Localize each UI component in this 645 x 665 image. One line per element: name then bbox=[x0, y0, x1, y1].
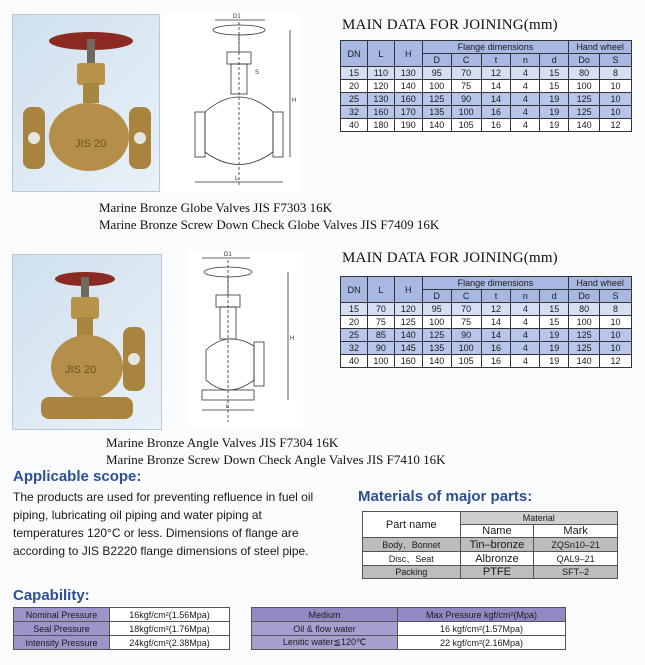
photo-label: JIS 20 bbox=[65, 364, 97, 376]
hand-wheel-header: Hand wheel bbox=[569, 41, 632, 54]
section1-caption-line2: Marine Bronze Screw Down Check Globe Valves JIS F7409 16K bbox=[99, 217, 440, 232]
flange-header: Flange dimensions bbox=[422, 41, 568, 54]
section1-caption bbox=[99, 199, 439, 233]
section2-caption-line2: Marine Bronze Screw Down Check Angle Valves JIS F7410 16K bbox=[106, 452, 446, 467]
section2-caption-line1: Marine Bronze Angle Valves JIS F7304 16K bbox=[106, 435, 339, 450]
dn-header: DN bbox=[341, 41, 368, 67]
mark-header: Mark bbox=[534, 525, 618, 538]
capability-pressure-table: Nominal Pressure 16kgf/cm²(1.56Mpa) Seal Pressure 18kgf/cm²(1.76Mpa) Intensity Pressure 24kgf/cm²(2.38Mpa) bbox=[13, 607, 230, 650]
scope-text: The products are used for preventing refluence in fuel oil piping, lubricating oil piping and water piping at temperatures 120°C or less. Dimensions of flange are according to JIS B2220 flange dimensions of steel pipe. bbox=[13, 490, 314, 558]
globe-valve-illustration bbox=[13, 15, 160, 192]
section2-title: MAIN DATA FOR JOINING(mm) bbox=[342, 250, 558, 266]
svg-text:S: S bbox=[255, 70, 260, 76]
table-row: 15 70 120 95 70 12 4 15 80 8 bbox=[341, 303, 632, 316]
table-row: 32 90 145 135 100 16 4 19 125 10 bbox=[341, 342, 632, 355]
capability-medium-table: Medium Max Pressure kgf/cm²(Mpa) Oil & flow water 16 kgf/cm²(1.57Mpa) Lenitic water≦120℃ 22 kgf/cm²(2.16Mpa) bbox=[251, 607, 566, 650]
material-header: Material bbox=[460, 512, 617, 525]
globe-valve-photo bbox=[12, 14, 160, 192]
h-header: H bbox=[394, 41, 422, 67]
svg-text:L: L bbox=[226, 404, 230, 410]
globe-valve-drawing bbox=[165, 12, 300, 192]
photo-label: JIS 20 bbox=[75, 138, 107, 150]
part-name-header: Part name bbox=[363, 512, 461, 538]
materials-title: Materials of major parts: bbox=[358, 488, 533, 505]
table-row: 40 180 190 140 105 16 4 19 140 12 bbox=[341, 119, 632, 132]
svg-text:H: H bbox=[290, 336, 295, 342]
table-row: 25 130 160 125 90 14 4 19 125 10 bbox=[341, 93, 632, 106]
name-header: Name bbox=[460, 525, 534, 538]
table-row: 40 100 160 140 105 16 4 19 140 12 bbox=[341, 355, 632, 368]
globe-valve-data-table: DN L H Flange dimensions Hand wheel D C t n d Do S 15 110 130 95 70 12 4 15 80 8 20 120 140 100 75 14 4 15 100 10 25 130 160 125 90 14 4 19 125 10 32 160 170 135 100 16 4 19 125 10 40 180 190 140 105 16 4 19 140 12 bbox=[340, 40, 632, 132]
svg-text:D1: D1 bbox=[224, 252, 232, 258]
table-row: 20 120 140 100 75 14 4 15 100 10 bbox=[341, 80, 632, 93]
table-row: 15 110 130 95 70 12 4 15 80 8 bbox=[341, 67, 632, 80]
section1-caption-line1: Marine Bronze Globe Valves JIS F7303 16K bbox=[99, 200, 333, 215]
svg-text:H: H bbox=[292, 98, 297, 104]
table-row: 25 85 140 125 90 14 4 19 125 10 bbox=[341, 329, 632, 342]
l-header: L bbox=[367, 41, 394, 67]
table-row: 32 160 170 135 100 16 4 19 125 10 bbox=[341, 106, 632, 119]
materials-table: Part name Material Name Mark Body、Bonnet Tin–bronze ZQSn10–21 Disc、Seat Albronze QAL9–21 Packing PTFE SFT–2 bbox=[362, 511, 618, 579]
svg-text:D1: D1 bbox=[233, 14, 241, 20]
angle-valve-data-table: DN L H Flange dimensions Hand wheel D C t n d Do S 15 70 120 95 70 12 4 15 80 8 20 75 125 100 75 14 4 15 100 10 25 85 140 125 90 14 4 19 125 10 32 90 145 135 100 16 4 19 125 10 40 100 160 140 105 16 4 19 140 12 bbox=[340, 276, 632, 368]
svg-text:L: L bbox=[235, 176, 239, 182]
angle-valve-photo bbox=[12, 254, 162, 430]
section1-title: MAIN DATA FOR JOINING(mm) bbox=[342, 17, 558, 33]
capability-title: Capability: bbox=[13, 587, 90, 604]
section2-caption bbox=[106, 434, 446, 468]
scope-title: Applicable scope: bbox=[13, 468, 142, 485]
angle-valve-drawing bbox=[188, 250, 303, 428]
table-row: 20 75 125 100 75 14 4 15 100 10 bbox=[341, 316, 632, 329]
